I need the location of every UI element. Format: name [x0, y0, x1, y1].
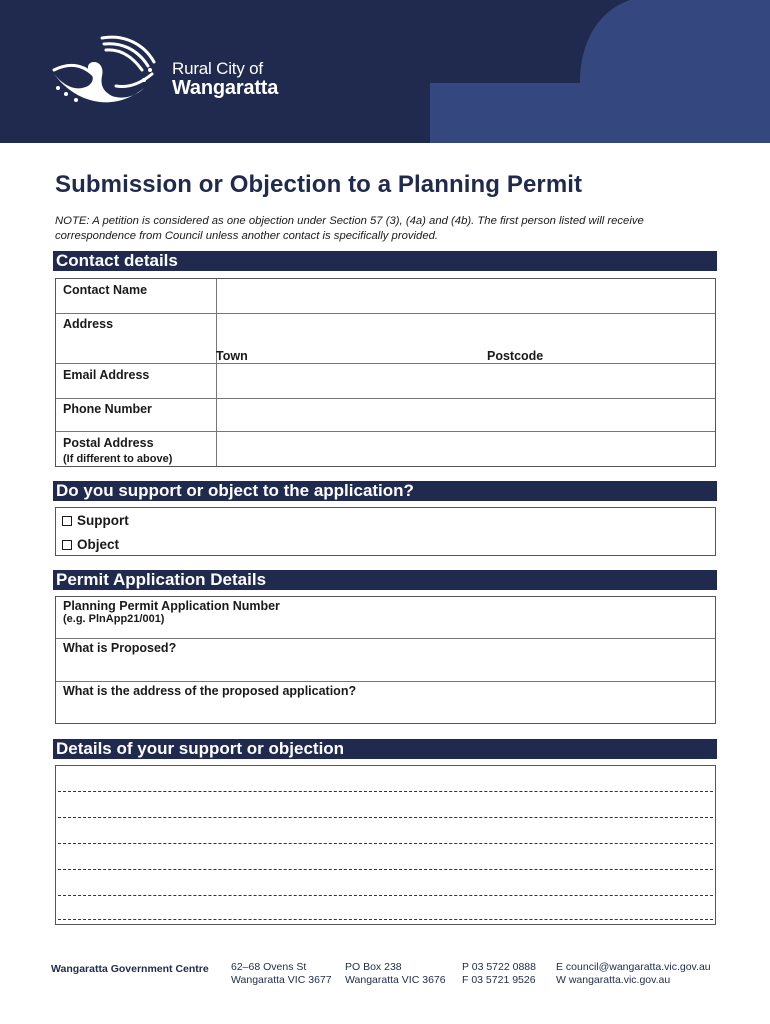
address-label: Address: [63, 317, 114, 331]
postcode-label: Postcode: [487, 349, 544, 363]
email-row: [56, 364, 715, 399]
permit-number-label: Planning Permit Application Number: [63, 599, 280, 613]
footer-fax: F 03 5721 9526: [462, 974, 536, 986]
proposed-address-row[interactable]: [56, 682, 715, 723]
proposed-address-label: What is the address of the proposed application?: [63, 684, 357, 698]
support-checkbox[interactable]: [62, 516, 72, 526]
footer-po-line-2: Wangaratta VIC 3676: [345, 974, 446, 986]
email-label: Email Address: [63, 368, 150, 382]
footer-contact-block: [556, 961, 711, 987]
footer-web-link[interactable]: W wangaratta.vic.gov.au: [556, 974, 671, 986]
swan-logo-icon: [44, 30, 164, 110]
section-heading-details: Details of your support or objection: [53, 739, 717, 759]
phone-field[interactable]: [217, 399, 715, 431]
address-row: [56, 314, 715, 364]
contact-name-label: Contact Name: [63, 283, 148, 297]
postal-address-sublabel: (If different to above): [63, 453, 173, 465]
header-accent-shape: [430, 0, 770, 143]
postal-address-field[interactable]: [217, 432, 715, 466]
footer-postal-address: [345, 961, 446, 987]
footer-street-address: [231, 961, 332, 987]
proposed-label: What is Proposed?: [63, 641, 177, 655]
page-header: [0, 0, 770, 143]
permit-number-example: (e.g. PlnApp21/001): [63, 613, 165, 625]
writing-line: [58, 895, 713, 896]
petition-note: NOTE: A petition is considered as one objection under Section 57 (3), (4a) and (4b). The first person listed will receive correspondence from Council unless another contact is specifically provided.: [55, 215, 644, 242]
footer-email-link[interactable]: E council@wangaratta.vic.gov.au: [556, 961, 711, 973]
postal-address-label: Postal Address: [63, 436, 154, 450]
section-heading-support: Do you support or object to the application?: [53, 481, 717, 501]
email-field[interactable]: [217, 364, 715, 398]
footer-org-name: Wangaratta Government Centre: [51, 963, 209, 975]
section-heading-contact: Contact details: [53, 251, 717, 271]
phone-row: [56, 399, 715, 432]
object-option[interactable]: [62, 537, 119, 552]
footer-phone-block: [462, 961, 536, 987]
permit-details-table: [55, 596, 716, 724]
writing-line: [58, 791, 713, 792]
section-heading-permit: Permit Application Details: [53, 570, 717, 590]
support-option[interactable]: [62, 513, 129, 528]
object-label: Object: [77, 537, 120, 552]
writing-line: [58, 919, 713, 920]
contact-name-field[interactable]: [217, 279, 715, 313]
contact-name-row: [56, 279, 715, 314]
logo-line-2: Wangaratta: [172, 77, 279, 99]
object-checkbox[interactable]: [62, 540, 72, 550]
footer-po-line-1: PO Box 238: [345, 961, 402, 973]
writing-line: [58, 869, 713, 870]
support-object-box: [55, 507, 716, 556]
page-title: Submission or Objection to a Planning Permit: [55, 171, 583, 198]
writing-line: [58, 843, 713, 844]
proposed-row[interactable]: [56, 639, 715, 682]
footer-phone: P 03 5722 0888: [462, 961, 536, 973]
footer-street-line-1: 62–68 Ovens St: [231, 961, 307, 973]
town-label: Town: [216, 349, 248, 363]
logo-wordmark: [172, 60, 278, 98]
support-label: Support: [77, 513, 129, 528]
details-writing-area[interactable]: [55, 765, 716, 925]
footer-street-line-2: Wangaratta VIC 3677: [231, 974, 332, 986]
writing-line: [58, 817, 713, 818]
phone-label: Phone Number: [63, 402, 152, 416]
permit-number-row[interactable]: [56, 597, 715, 639]
logo-line-1: Rural City of: [172, 59, 263, 78]
address-field[interactable]: [217, 314, 715, 363]
postal-address-row: [56, 432, 715, 466]
contact-details-table: [55, 278, 716, 467]
